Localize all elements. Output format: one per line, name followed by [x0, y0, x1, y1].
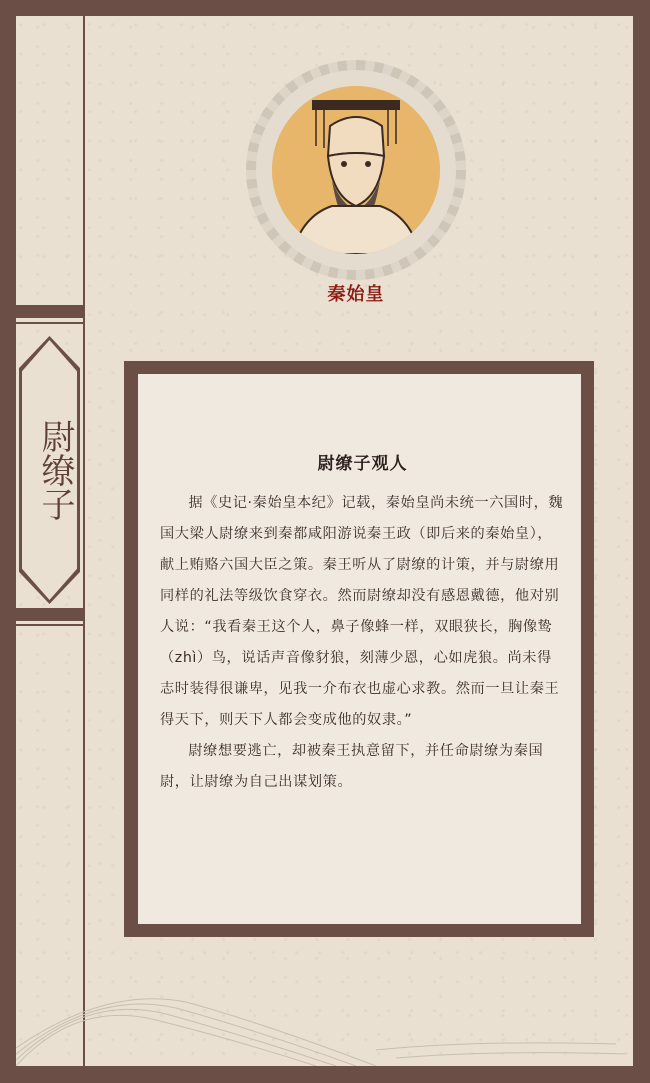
- article-paragraph: 尉缭想要逃亡，却被秦王执意留下，并任命尉缭为秦国尉，让尉缭为自己出谋划策。: [160, 743, 544, 790]
- decorative-hills: [16, 980, 633, 1066]
- article-body: [160, 452, 565, 798]
- sidebar-band-bottom: [16, 608, 83, 621]
- emperor-portrait-icon: [272, 86, 440, 254]
- article-title: 尉缭子观人: [317, 454, 408, 474]
- article-paragraph: 据《史记·秦始皇本纪》记载，秦始皇尚未统一六国时，魏国大梁人尉缭来到秦都咸阳游说秦王政（即后来的秦始皇），献上贿赂六国大臣之策。秦王听从了尉缭的计策，并与尉缭用同样的礼法等级饮食穿衣。然而尉缭却没有感恩戴德，他对别人说：“我看秦王这个人，鼻子像蜂一样，双眼狭长，胸像鸷（zhì）鸟，说话声音像豺狼，刻薄少恩，心如虎狼。尚未得志时装得很谦卑，见我一介布衣也虚心求教。然而一旦让秦王得天下，则天下人都会变成他的奴隶。”: [160, 495, 564, 728]
- sidebar-band-top: [16, 305, 83, 318]
- sidebar-line: [16, 624, 83, 626]
- sidebar-title: 尉缭子: [35, 419, 75, 521]
- sidebar-divider: [83, 16, 85, 1066]
- sidebar-line: [16, 322, 83, 324]
- portrait-caption: 秦始皇: [327, 284, 385, 305]
